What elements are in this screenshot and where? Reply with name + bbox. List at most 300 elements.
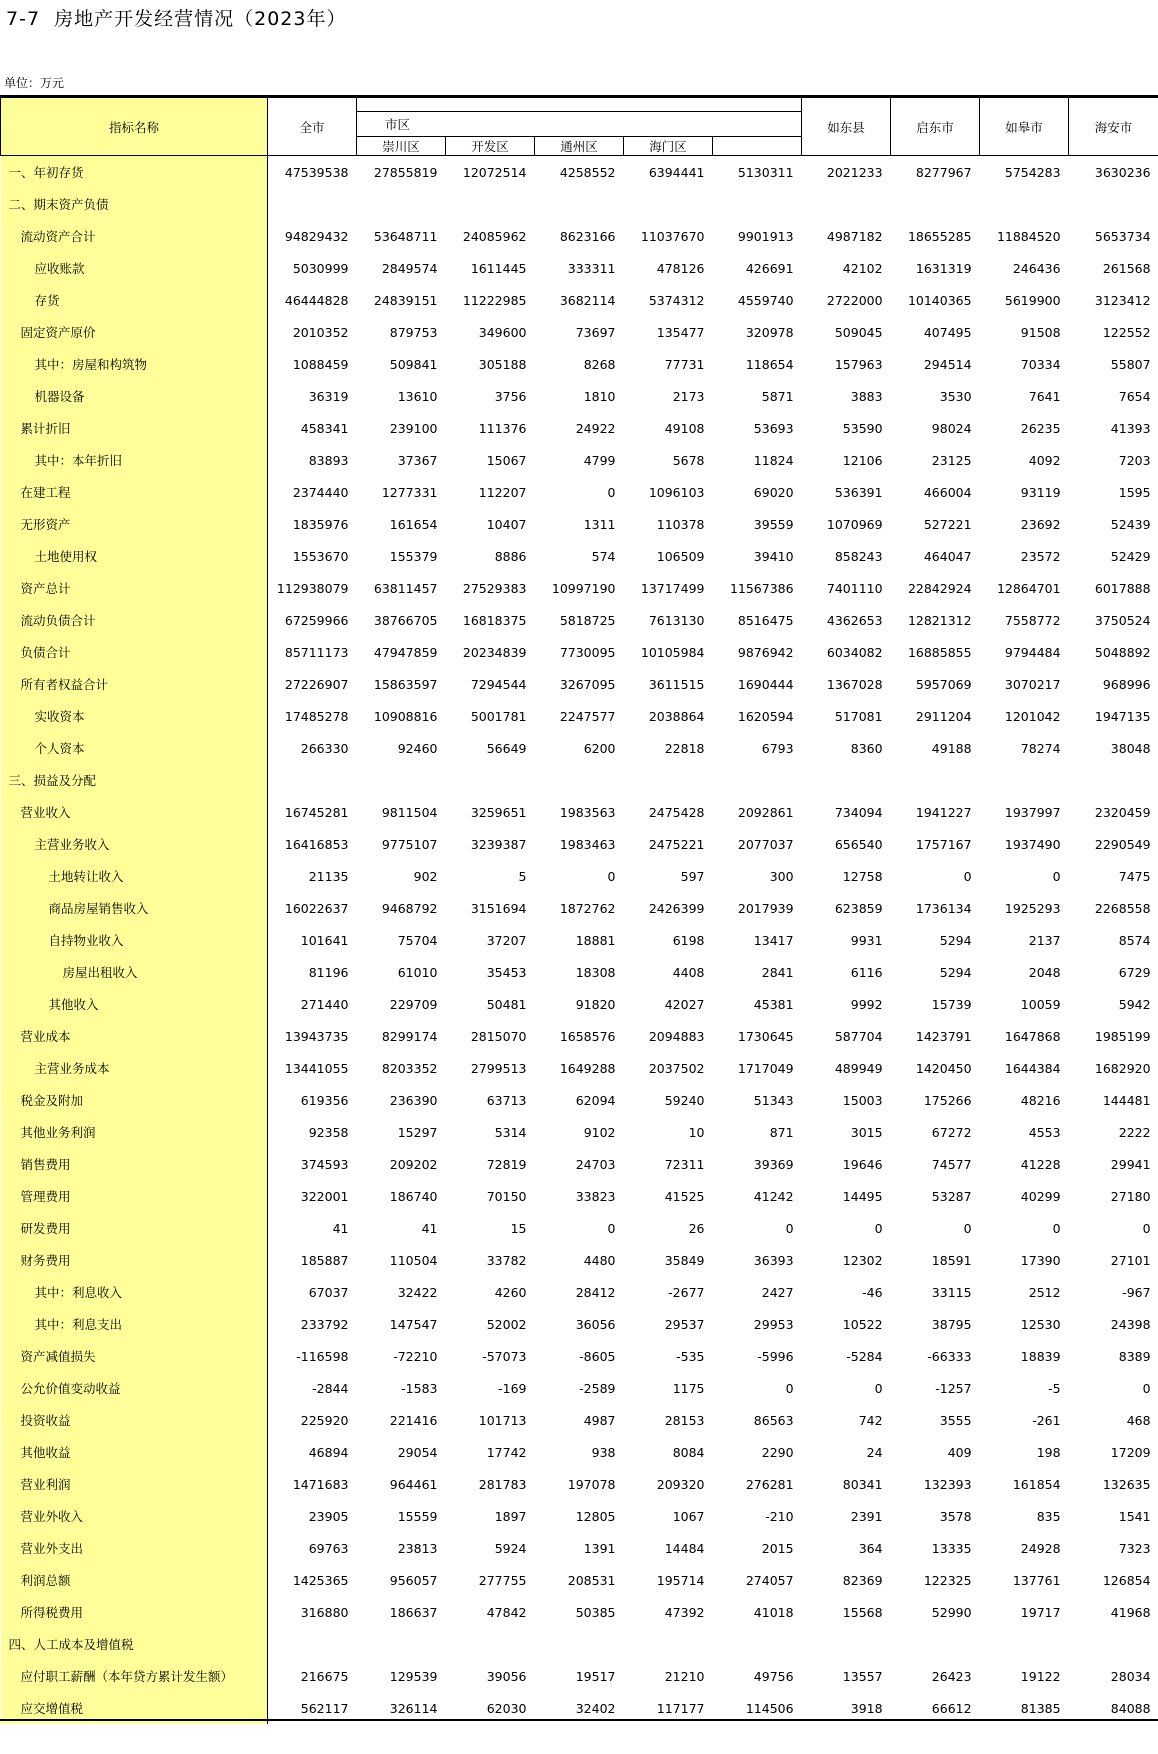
row-value: 509841 — [389, 356, 438, 372]
row-value: 50481 — [486, 996, 527, 1012]
row-value: 0 — [963, 868, 972, 884]
table-row — [1, 1404, 1158, 1436]
row-value: 186637 — [389, 1604, 438, 1620]
row-value: -5284 — [846, 1348, 883, 1364]
row-value: 239100 — [389, 420, 438, 436]
row-value: 0 — [874, 1380, 883, 1396]
row-value: 2290549 — [1094, 836, 1151, 852]
row-label: 主营业务成本 — [1, 1052, 268, 1084]
row-value: 1425365 — [292, 1572, 349, 1588]
row-value: 27226907 — [284, 676, 349, 692]
table-row — [1, 412, 1158, 444]
table-row — [1, 348, 1158, 380]
row-value: -5 — [1048, 1380, 1061, 1396]
row-value: 5294 — [939, 932, 972, 948]
row-value: 36319 — [308, 388, 349, 404]
row-label: 利润总额 — [1, 1564, 268, 1596]
row-value — [891, 188, 980, 220]
row-value: 2722000 — [826, 292, 883, 308]
row-value: 5 — [518, 868, 527, 884]
row-value: 46894 — [308, 1444, 349, 1460]
row-value: 23125 — [931, 452, 972, 468]
row-value: 110504 — [389, 1252, 438, 1268]
table-row — [1, 1084, 1158, 1116]
row-label: 在建工程 — [1, 476, 268, 508]
row-value: 1897 — [494, 1508, 527, 1524]
table-row — [1, 1596, 1158, 1628]
row-value: 126854 — [1102, 1572, 1151, 1588]
row-value: 236390 — [389, 1092, 438, 1108]
row-value: 5294 — [939, 964, 972, 980]
row-value: 27529383 — [462, 580, 527, 596]
row-value: 41393 — [1110, 420, 1151, 436]
row-value: 51343 — [753, 1092, 794, 1108]
table-row — [1, 156, 1158, 189]
row-value: 12530 — [1020, 1316, 1061, 1332]
row-value: 517081 — [834, 708, 883, 724]
row-value: 28153 — [664, 1412, 705, 1428]
header-indicator: 指标名称 — [1, 98, 268, 156]
row-value: 5048892 — [1094, 644, 1151, 660]
row-value: 587704 — [834, 1028, 883, 1044]
row-value — [624, 188, 713, 220]
row-value: 91820 — [575, 996, 616, 1012]
row-value: 39559 — [753, 516, 794, 532]
row-value: 271440 — [300, 996, 349, 1012]
row-value: 186740 — [389, 1188, 438, 1204]
row-value: 11824 — [753, 452, 794, 468]
row-value: 12072514 — [462, 164, 527, 180]
row-value: 5314 — [494, 1124, 527, 1140]
table-row — [1, 1532, 1158, 1564]
row-value: 2092861 — [737, 804, 794, 820]
row-value: -261 — [1032, 1412, 1061, 1428]
row-value: 24703 — [575, 1156, 616, 1172]
row-value: 5942 — [1118, 996, 1151, 1012]
row-value: 3756 — [494, 388, 527, 404]
row-value: 21210 — [664, 1668, 705, 1684]
row-value: 35849 — [664, 1252, 705, 1268]
row-value: 536391 — [834, 484, 883, 500]
row-label: 自持物业收入 — [1, 924, 268, 956]
row-value: 18655285 — [907, 228, 972, 244]
row-value: 7641 — [1028, 388, 1061, 404]
row-value: 5374312 — [648, 292, 705, 308]
row-value: 8299174 — [381, 1028, 438, 1044]
table-row — [1, 1340, 1158, 1372]
row-value: 623859 — [834, 900, 883, 916]
row-value — [891, 1628, 980, 1660]
row-value: 478126 — [656, 260, 705, 276]
row-value: 132393 — [923, 1476, 972, 1492]
row-value — [1069, 764, 1158, 796]
row-value: 0 — [963, 1220, 972, 1236]
row-value: 19122 — [1020, 1668, 1061, 1684]
row-value: 49108 — [664, 420, 705, 436]
row-value: 879753 — [389, 324, 438, 340]
row-value: 5754283 — [1004, 164, 1061, 180]
row-value: 27180 — [1110, 1188, 1151, 1204]
row-value: 489949 — [834, 1060, 883, 1076]
row-value: 1925293 — [1004, 900, 1061, 916]
page-title: 7-7 房地产开发经营情况（2023年） — [6, 8, 347, 30]
row-value: 3530 — [939, 388, 972, 404]
row-value: 12805 — [575, 1508, 616, 1524]
row-value: 277755 — [478, 1572, 527, 1588]
row-value: 70334 — [1020, 356, 1061, 372]
data-table — [0, 97, 1158, 1724]
row-value: 208531 — [567, 1572, 616, 1588]
row-value: 1835976 — [292, 516, 349, 532]
row-value: 37207 — [486, 932, 527, 948]
row-label: 实收资本 — [1, 700, 268, 732]
row-value: 78274 — [1020, 740, 1061, 756]
row-label: 个人资本 — [1, 732, 268, 764]
row-value — [802, 764, 891, 796]
row-value: 1620594 — [737, 708, 794, 724]
row-value: 1985199 — [1094, 1028, 1151, 1044]
row-value: 7654 — [1118, 388, 1151, 404]
row-value: 2010352 — [292, 324, 349, 340]
row-value: 1201042 — [1004, 708, 1061, 724]
row-value: 32422 — [397, 1284, 438, 1300]
row-value — [980, 188, 1069, 220]
row-value: 305188 — [478, 356, 527, 372]
table-body — [1, 156, 1158, 1725]
header-haian: 海安市 — [1069, 98, 1158, 156]
table-row — [1, 1308, 1158, 1340]
row-value: 48216 — [1020, 1092, 1061, 1108]
row-value: 11037670 — [640, 228, 705, 244]
row-value: 24398 — [1110, 1316, 1151, 1332]
row-value: 3682114 — [559, 292, 616, 308]
row-label: 其中：利息收入 — [1, 1276, 268, 1308]
row-value: 2038864 — [648, 708, 705, 724]
row-label: 四、人工成本及增值税 — [1, 1628, 268, 1660]
row-value: 294514 — [923, 356, 972, 372]
row-value: 8623166 — [559, 228, 616, 244]
row-value: 22842924 — [907, 580, 972, 596]
row-value: 1947135 — [1094, 708, 1151, 724]
table-row — [1, 924, 1158, 956]
table-row — [1, 956, 1158, 988]
row-value: 47539538 — [284, 164, 349, 180]
row-value: 964461 — [389, 1476, 438, 1492]
row-value: 23813 — [397, 1540, 438, 1556]
row-value: 3611515 — [648, 676, 705, 692]
row-value: 2015 — [761, 1540, 794, 1556]
row-value: 4559740 — [737, 292, 794, 308]
row-value: 42102 — [842, 260, 883, 276]
row-value: 326114 — [389, 1700, 438, 1716]
row-value: 2841 — [761, 964, 794, 980]
row-value: 53648711 — [373, 228, 438, 244]
row-value: 0 — [1052, 1220, 1061, 1236]
row-label: 资产总计 — [1, 572, 268, 604]
row-value: 266330 — [300, 740, 349, 756]
row-value: 1736134 — [915, 900, 972, 916]
row-label: 研发费用 — [1, 1212, 268, 1244]
row-value: 132635 — [1102, 1476, 1151, 1492]
row-value: 33823 — [575, 1188, 616, 1204]
row-value: 47947859 — [373, 644, 438, 660]
row-label: 负债合计 — [1, 636, 268, 668]
row-label: 营业利润 — [1, 1468, 268, 1500]
row-value: 24922 — [575, 420, 616, 436]
row-value: 1658576 — [559, 1028, 616, 1044]
row-value: 233792 — [300, 1316, 349, 1332]
row-value: 1937997 — [1004, 804, 1061, 820]
row-value: 229709 — [389, 996, 438, 1012]
row-value: 0 — [785, 1220, 794, 1236]
row-value: 9468792 — [381, 900, 438, 916]
row-value: 0 — [607, 1220, 616, 1236]
row-value: 55807 — [1110, 356, 1151, 372]
row-value — [446, 764, 535, 796]
row-label: 管理费用 — [1, 1180, 268, 1212]
row-value: 12864701 — [996, 580, 1061, 596]
row-value: 14495 — [842, 1188, 883, 1204]
row-value: 49756 — [753, 1668, 794, 1684]
row-value: -1257 — [935, 1380, 972, 1396]
row-value: 117177 — [656, 1700, 705, 1716]
row-value: 67272 — [931, 1124, 972, 1140]
row-value: 13441055 — [284, 1060, 349, 1076]
row-value: 5871 — [761, 388, 794, 404]
row-value: 3750524 — [1094, 612, 1151, 628]
row-value: 35453 — [486, 964, 527, 980]
row-value: 12106 — [842, 452, 883, 468]
row-value: 5957069 — [915, 676, 972, 692]
row-label: 其中：利息支出 — [1, 1308, 268, 1340]
row-value — [891, 764, 980, 796]
header-haimen: 海门区 — [624, 137, 713, 156]
row-value: 5001781 — [470, 708, 527, 724]
row-value: -2677 — [668, 1284, 705, 1300]
row-value: 66612 — [931, 1700, 972, 1716]
row-value: 74577 — [931, 1156, 972, 1172]
table-row — [1, 1660, 1158, 1692]
row-value: 3267095 — [559, 676, 616, 692]
row-value: 91508 — [1020, 324, 1061, 340]
row-value: 7730095 — [559, 644, 616, 660]
row-label: 存货 — [1, 284, 268, 316]
row-value: -1583 — [401, 1380, 438, 1396]
row-value: 0 — [607, 484, 616, 500]
row-label: 二、期末资产负债 — [1, 188, 268, 220]
row-value: 742 — [858, 1412, 883, 1428]
row-value — [713, 764, 802, 796]
row-value — [802, 188, 891, 220]
row-value: 4408 — [672, 964, 705, 980]
row-value: 45381 — [753, 996, 794, 1012]
row-value: 2815070 — [470, 1028, 527, 1044]
row-value: 1070969 — [826, 516, 883, 532]
row-value: 41525 — [664, 1188, 705, 1204]
row-value: 281783 — [478, 1476, 527, 1492]
row-value: 6198 — [672, 932, 705, 948]
row-value: 4987182 — [826, 228, 883, 244]
row-value: 4362653 — [826, 612, 883, 628]
row-value: 1595 — [1118, 484, 1151, 500]
row-label: 营业外支出 — [1, 1532, 268, 1564]
row-value: 18839 — [1020, 1348, 1061, 1364]
row-value: 6116 — [850, 964, 883, 980]
row-value: 2173 — [672, 388, 705, 404]
row-value: 110378 — [656, 516, 705, 532]
table-row — [1, 1020, 1158, 1052]
row-value: 276281 — [745, 1476, 794, 1492]
row-value: 2222 — [1118, 1124, 1151, 1140]
row-label: 投资收益 — [1, 1404, 268, 1436]
row-value: -66333 — [927, 1348, 972, 1364]
row-value: -2844 — [312, 1380, 349, 1396]
row-value: 1983563 — [559, 804, 616, 820]
row-value: 16818375 — [462, 612, 527, 628]
row-label: 其他业务利润 — [1, 1116, 268, 1148]
row-value: 101713 — [478, 1412, 527, 1428]
row-value: 10059 — [1020, 996, 1061, 1012]
row-value: 18881 — [575, 932, 616, 948]
row-value: 85711173 — [284, 644, 349, 660]
row-value: 11884520 — [996, 228, 1061, 244]
row-value: 2320459 — [1094, 804, 1151, 820]
row-value: 15 — [510, 1220, 527, 1236]
row-value: 4260 — [494, 1284, 527, 1300]
row-value: 122552 — [1102, 324, 1151, 340]
row-value: 94829432 — [284, 228, 349, 244]
row-value: 33782 — [486, 1252, 527, 1268]
row-value: 72311 — [664, 1156, 705, 1172]
row-value — [1069, 1628, 1158, 1660]
row-label: 三、损益及分配 — [1, 764, 268, 796]
row-value: 1649288 — [559, 1060, 616, 1076]
row-value: 18591 — [931, 1252, 972, 1268]
row-value: 118654 — [745, 356, 794, 372]
row-label: 土地转让收入 — [1, 860, 268, 892]
row-value: 1757167 — [915, 836, 972, 852]
row-value: 39369 — [753, 1156, 794, 1172]
row-value: 157963 — [834, 356, 883, 372]
row-value: 1647868 — [1004, 1028, 1061, 1044]
row-value: 17209 — [1110, 1444, 1151, 1460]
row-value: 374593 — [300, 1156, 349, 1172]
table-row — [1, 284, 1158, 316]
row-value: 1541 — [1118, 1508, 1151, 1524]
row-value: 5653734 — [1094, 228, 1151, 244]
row-value: 458341 — [300, 420, 349, 436]
row-value: 2427 — [761, 1284, 794, 1300]
row-label: 所得税费用 — [1, 1596, 268, 1628]
row-value: 7613130 — [648, 612, 705, 628]
table-row — [1, 1276, 1158, 1308]
row-value: 70150 — [486, 1188, 527, 1204]
row-value: 61010 — [397, 964, 438, 980]
table-row — [1, 1052, 1158, 1084]
row-value: 15559 — [397, 1508, 438, 1524]
row-label: 营业外收入 — [1, 1500, 268, 1532]
header-qidong: 启东市 — [891, 98, 980, 156]
row-value: 3015 — [850, 1124, 883, 1140]
row-value: 15568 — [842, 1604, 883, 1620]
row-value — [535, 1628, 624, 1660]
row-value: 198 — [1036, 1444, 1061, 1460]
row-value: 1690444 — [737, 676, 794, 692]
row-value: 29054 — [397, 1444, 438, 1460]
row-value: 135477 — [656, 324, 705, 340]
row-value: 968996 — [1102, 676, 1151, 692]
row-value: 1810 — [583, 388, 616, 404]
row-value: 62094 — [575, 1092, 616, 1108]
row-value: 527221 — [923, 516, 972, 532]
header-urban: 市区 — [357, 112, 802, 137]
row-value — [535, 188, 624, 220]
row-value: 101641 — [300, 932, 349, 948]
row-value: 13417 — [753, 932, 794, 948]
row-value: 5619900 — [1004, 292, 1061, 308]
row-value: 1471683 — [292, 1476, 349, 1492]
row-value: 47392 — [664, 1604, 705, 1620]
table-row — [1, 380, 1158, 412]
row-label: 其他收益 — [1, 1436, 268, 1468]
row-value: 1611445 — [470, 260, 527, 276]
row-value: 10407 — [486, 516, 527, 532]
row-value: 4553 — [1028, 1124, 1061, 1140]
row-value: 3883 — [850, 388, 883, 404]
row-value: 8203352 — [381, 1060, 438, 1076]
row-value: 3070217 — [1004, 676, 1061, 692]
row-value: 1420450 — [915, 1060, 972, 1076]
row-value: 4258552 — [559, 164, 616, 180]
row-value: 10 — [688, 1124, 705, 1140]
row-value: 5678 — [672, 452, 705, 468]
row-value: 6394441 — [648, 164, 705, 180]
row-value: 597 — [680, 868, 705, 884]
row-value: 3918 — [850, 1700, 883, 1716]
row-value: 185887 — [300, 1252, 349, 1268]
row-value: 2911204 — [915, 708, 972, 724]
row-value: 32402 — [575, 1700, 616, 1716]
row-value: 6793 — [761, 740, 794, 756]
row-value: 2512 — [1028, 1284, 1061, 1300]
row-value: 4480 — [583, 1252, 616, 1268]
row-value — [268, 764, 357, 796]
table-row — [1, 700, 1158, 732]
row-value: 53287 — [931, 1188, 972, 1204]
row-value: -210 — [765, 1508, 794, 1524]
row-value: 197078 — [567, 1476, 616, 1492]
row-value: 0 — [874, 1220, 883, 1236]
row-value: 8277967 — [915, 164, 972, 180]
row-value: 41968 — [1110, 1604, 1151, 1620]
row-value: 274057 — [745, 1572, 794, 1588]
row-value: 195714 — [656, 1572, 705, 1588]
row-value: 161854 — [1012, 1476, 1061, 1492]
unit-label: 单位：万元 — [4, 76, 65, 90]
row-value: 80341 — [842, 1476, 883, 1492]
row-value: 10140365 — [907, 292, 972, 308]
row-label: 机器设备 — [1, 380, 268, 412]
row-value: 63713 — [486, 1092, 527, 1108]
row-value — [713, 1628, 802, 1660]
row-value: 902 — [413, 868, 438, 884]
row-value: 1391 — [583, 1540, 616, 1556]
row-value: 11567386 — [729, 580, 794, 596]
row-value: 1553670 — [292, 548, 349, 564]
row-value: 98024 — [931, 420, 972, 436]
row-value: 0 — [1052, 868, 1061, 884]
row-value: 464047 — [923, 548, 972, 564]
